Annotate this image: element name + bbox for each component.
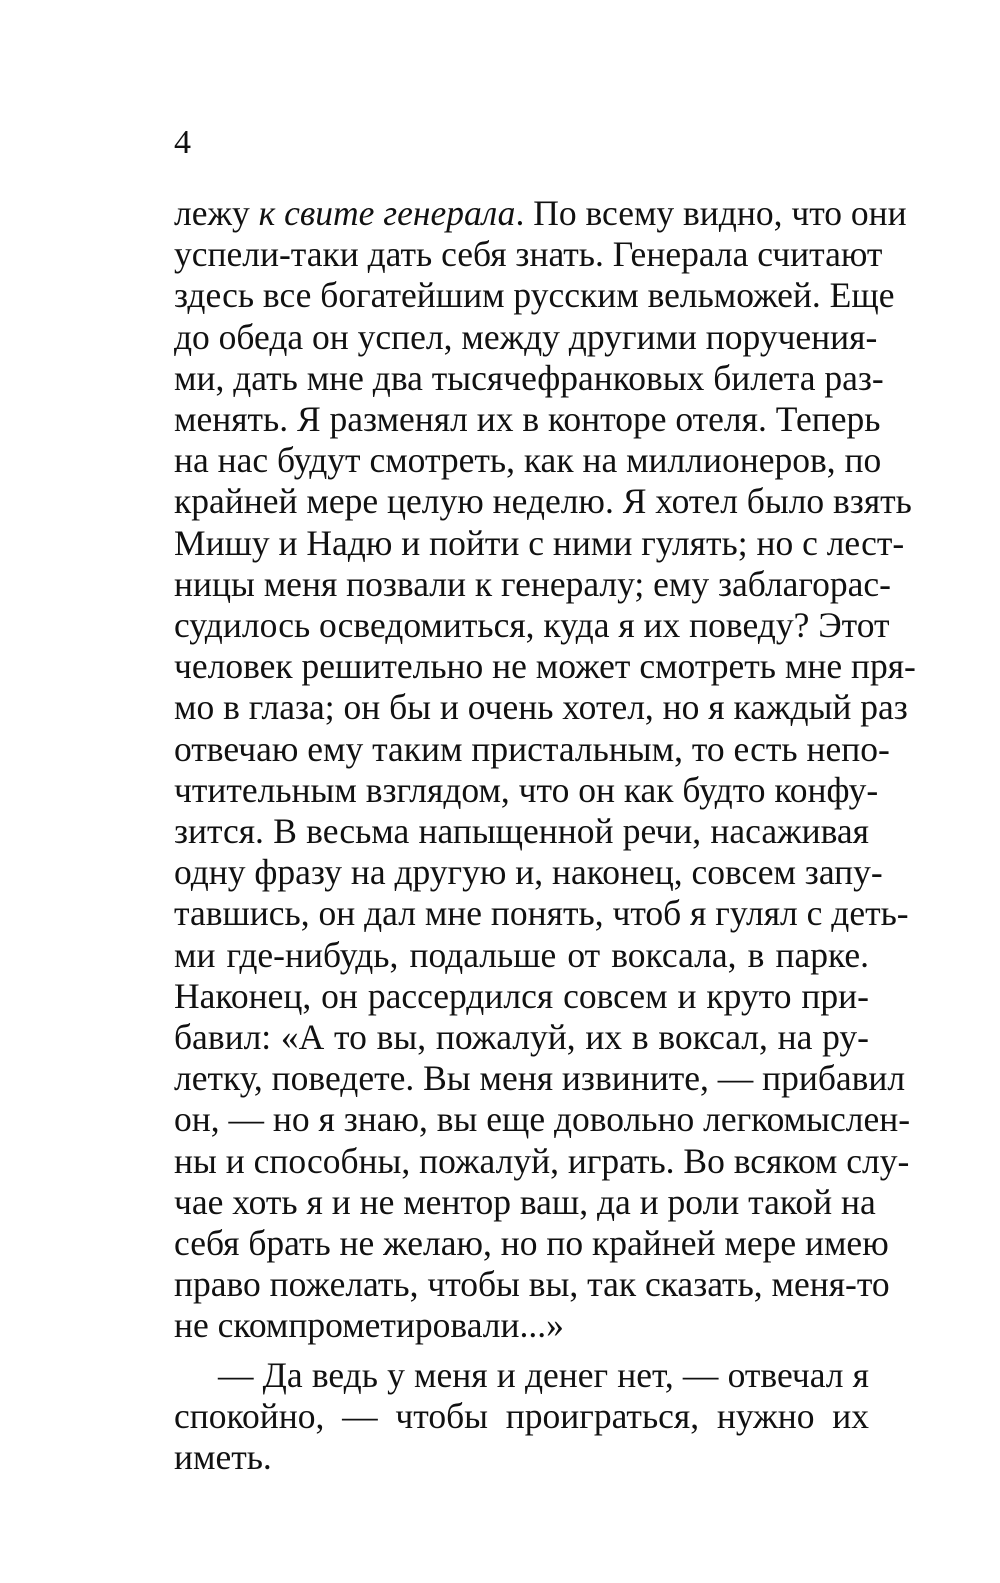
body-text bbox=[174, 193, 916, 1478]
paragraph bbox=[174, 1355, 869, 1479]
text-line: человек решительно не может смотреть мне пря- bbox=[174, 646, 916, 687]
text-line: мо в глаза; он бы и очень хотел, но я каждый раз bbox=[174, 687, 908, 728]
text-line: ны и способны, пожалуй, играть. Во всяком слу- bbox=[174, 1140, 910, 1181]
text-line: крайней мере целую неделю. Я хотел было взять bbox=[174, 481, 912, 522]
text-line: успели-таки дать себя знать. Генерала считают bbox=[174, 234, 883, 275]
text-line: летку, поведете. Вы меня извините, — прибавил bbox=[174, 1058, 906, 1099]
text-line: отвечаю ему таким пристальным, то есть непо- bbox=[174, 728, 890, 769]
text-line: тавшись, он дал мне понять, чтоб я гулял с деть- bbox=[174, 893, 909, 934]
text-line: Наконец, он рассердился совсем и круто при- bbox=[174, 975, 869, 1016]
text-line: судилось осведомиться, куда я их поведу? Этот bbox=[174, 605, 890, 646]
page-number: 4 bbox=[174, 124, 191, 161]
text-line: зится. В весьма напыщенной речи, насаживая bbox=[174, 811, 869, 852]
text-line: спокойно, — чтобы проиграться, нужно их bbox=[174, 1395, 869, 1436]
text-line: себя брать не желаю, но по крайней мере имею bbox=[174, 1223, 889, 1264]
text-line: здесь все богатейшим русским вельможей. Еще bbox=[174, 275, 895, 316]
text-line: право пожелать, чтобы вы, так сказать, меня-то bbox=[174, 1264, 890, 1305]
text-line: на нас будут смотреть, как на миллионеров, по bbox=[174, 440, 882, 481]
text-line: ми, дать мне два тысячефранковых билета раз- bbox=[174, 357, 884, 398]
text-line: Мишу и Надю и пойти с ними гулять; но с лест- bbox=[174, 522, 905, 563]
text-line: ницы меня позвали к генералу; ему заблагорас- bbox=[174, 563, 891, 604]
text-line: иметь. bbox=[174, 1437, 272, 1478]
text-line: бавил: «А то вы, пожалуй, их в воксал, на ру- bbox=[174, 1017, 869, 1058]
text-line bbox=[174, 193, 907, 234]
italic-phrase: к свите генерала bbox=[258, 193, 516, 233]
text-line: одну фразу на другую и, наконец, совсем запу- bbox=[174, 852, 883, 893]
paragraph bbox=[174, 193, 916, 1347]
text-line: менять. Я разменял их в конторе отеля. Теперь bbox=[174, 399, 881, 440]
text-line: чтительным взглядом, что он как будто конфу- bbox=[174, 769, 879, 810]
text-segment: . По всему видно, что они bbox=[515, 193, 907, 233]
text-line: до обеда он успел, между другими поручения- bbox=[174, 316, 878, 357]
text-line: ми где-нибудь, подальше от воксала, в парке. bbox=[174, 934, 869, 975]
text-line: он, — но я знаю, вы еще довольно легкомыслен- bbox=[174, 1099, 911, 1140]
text-segment: лежу bbox=[174, 193, 259, 233]
text-line: не скомпрометировали...» bbox=[174, 1305, 564, 1346]
text-line: чае хоть я и не ментор ваш, да и роли такой на bbox=[174, 1181, 876, 1222]
text-line: — Да ведь у меня и денег нет, — отвечал я bbox=[218, 1354, 869, 1395]
